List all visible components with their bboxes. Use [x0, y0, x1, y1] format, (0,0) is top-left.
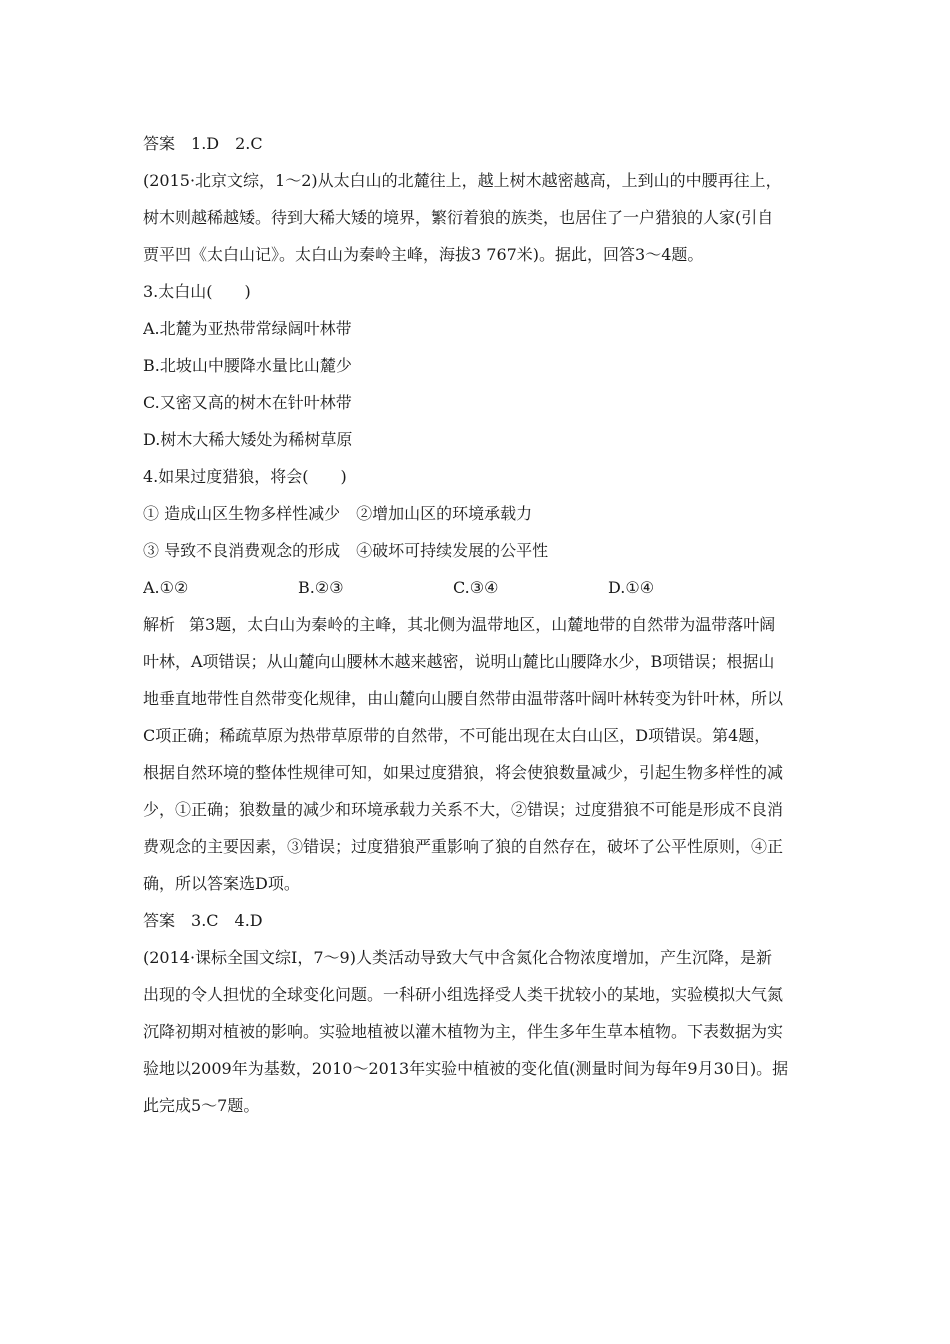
passage-2-line: 此完成5～7题。: [143, 1096, 260, 1115]
answer-label: 答案: [143, 911, 176, 930]
question-4-option-b: B.②③: [298, 578, 344, 597]
analysis-line: 少，①正确；狼数量的减少和环境承载力关系不大，②错误；过度猎狼不可能是形成不良消: [143, 800, 784, 819]
passage-1-line: (2015·北京文综，1～2)从太白山的北麓往上，越上树木越密越高，上到山的中腰再往上，: [143, 171, 782, 190]
question-4-option-c: C.③④: [453, 578, 499, 597]
document-page: [143, 125, 813, 1124]
question-4-option-d: D.①④: [608, 578, 655, 597]
analysis-text: 第3题，太白山为秦岭的主峰，其北侧为温带地区，山麓地带的自然带为温带落叶阔: [189, 615, 776, 634]
question-4-option-a: A.①②: [143, 578, 189, 597]
question-4-options: [143, 569, 813, 606]
answer-label: 答案: [143, 134, 176, 153]
analysis-line: 根据自然环境的整体性规律可知，如果过度猎狼，将会使狼数量减少，引起生物多样性的减: [143, 763, 784, 782]
analysis-line: C项正确；稀疏草原为热带草原带的自然带，不可能出现在太白山区，D项错误。第4题，: [143, 726, 771, 745]
question-4-items-2: ③ 导致不良消费观念的形成 ④破坏可持续发展的公平性: [143, 541, 549, 560]
answer-text: 1.D 2.C: [191, 134, 263, 153]
analysis-line: 确，所以答案选D项。: [143, 874, 300, 893]
passage-2-line: 验地以2009年为基数，2010～2013年实验中植被的变化值(测量时间为每年9月30日)。据: [143, 1059, 789, 1078]
question-3-stem: 3.太白山( ): [143, 282, 251, 301]
answer-line-1: [143, 125, 813, 162]
passage-1-line: 贾平凹《太白山记》。太白山为秦岭主峰，海拔3 767米)。据此，回答3～4题。: [143, 245, 704, 264]
question-3-option-c: C.又密又高的树木在针叶林带: [143, 393, 352, 412]
passage-2-line: 出现的令人担忧的全球变化问题。一科研小组选择受人类干扰较小的某地，实验模拟大气氮: [143, 985, 784, 1004]
question-4-stem: 4.如果过度猎狼，将会( ): [143, 467, 347, 486]
analysis-label: 解析: [143, 615, 176, 634]
analysis-line: 叶林，A项错误；从山麓向山腰林木越来越密，说明山麓比山腰降水少，B项错误；根据山: [143, 652, 775, 671]
answer-line-2: [143, 902, 813, 939]
passage-2-line: (2014·课标全国文综Ⅰ，7～9)人类活动导致大气中含氮化合物浓度增加，产生沉降，是新: [143, 948, 772, 967]
analysis-line: 地垂直地带性自然带变化规律，由山麓向山腰自然带由温带落叶阔叶林转变为针叶林，所以: [143, 689, 784, 708]
passage-1-line: 树木则越稀越矮。待到大稀大矮的境界，繁衍着狼的族类，也居住了一户猎狼的人家(引自: [143, 208, 774, 227]
question-4-items-1: ① 造成山区生物多样性减少 ②增加山区的环境承载力: [143, 504, 533, 523]
question-3-option-a: A.北麓为亚热带常绿阔叶林带: [143, 319, 352, 338]
passage-2-line: 沉降初期对植被的影响。实验地植被以灌木植物为主，伴生多年生草本植物。下表数据为实: [143, 1022, 784, 1041]
question-3-option-b: B.北坡山中腰降水量比山麓少: [143, 356, 352, 375]
answer-text: 3.C 4.D: [191, 911, 263, 930]
analysis-line: [143, 606, 813, 643]
question-3-option-d: D.树木大稀大矮处为稀树草原: [143, 430, 353, 449]
analysis-line: 费观念的主要因素，③错误；过度猎狼严重影响了狼的自然存在，破坏了公平性原则，④正: [143, 837, 784, 856]
